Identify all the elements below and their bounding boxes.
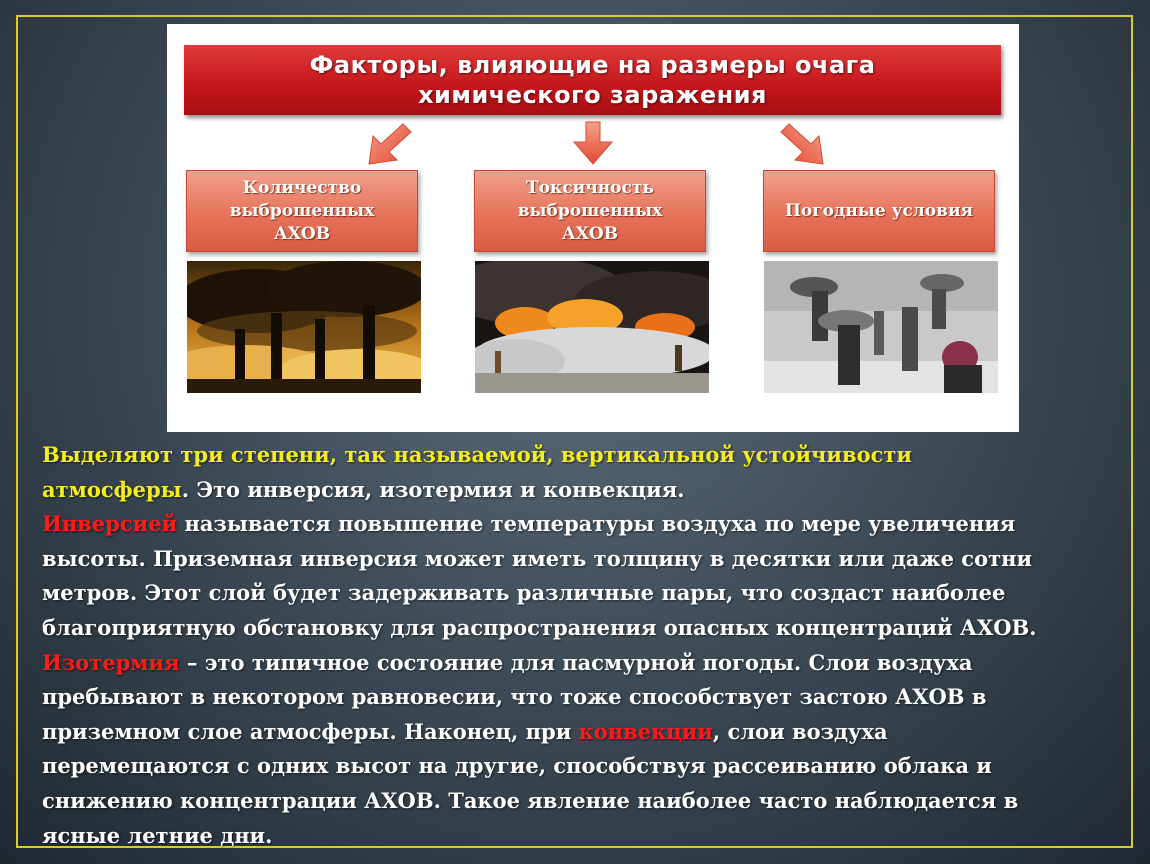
- snowstorm-people-photo: [764, 261, 998, 393]
- text-line-1: Выделяют три степени, так называемой, вертикальной устойчивости: [42, 442, 912, 467]
- factor-weather-line-1: Погодные условия: [784, 200, 974, 221]
- text-line-3-rest: называется повышение температуры воздуха по мере увеличения: [177, 511, 1016, 537]
- factor-quantity-line-3: АХОВ: [273, 223, 331, 244]
- text-line-9: [42, 715, 1112, 750]
- arrow-left-icon: [365, 122, 415, 168]
- text-line-7-rest: – это типичное состояние для пасмурной погоды. Слои воздуха: [179, 649, 973, 675]
- text-line-9-start: приземном слое атмосферы. Наконец, при: [42, 718, 579, 744]
- diagram-title-line-2: химического заражения: [418, 81, 767, 109]
- text-line-11: снижению концентрации АХОВ. Такое явление наиболее часто наблюдается в: [42, 787, 1019, 813]
- body-text: [42, 438, 1112, 853]
- factor-toxicity-line-3: АХОВ: [561, 223, 619, 244]
- factor-quantity-line-1: Количество: [242, 177, 362, 198]
- factor-toxicity-line-2: выброшенных: [517, 200, 663, 221]
- text-line-5: метров. Этот слой будет задерживать различные пары, что создаст наиболее: [42, 580, 1006, 606]
- text-line-9-rest: , слои воздуха: [712, 718, 888, 744]
- highlight-inversion: Инверсией: [42, 511, 178, 537]
- text-line-10: перемещаются с одних высот на другие, способствуя рассеиванию облака и: [42, 753, 992, 779]
- factor-quantity-box: [186, 170, 418, 252]
- highlight-atmosphere: атмосферы: [42, 476, 182, 502]
- highlight-convection: конвекции: [578, 718, 713, 744]
- factor-toxicity-box: [474, 170, 706, 252]
- text-line-4: высоты. Приземная инверсия может иметь толщину в десятки или даже сотни: [42, 545, 1033, 571]
- text-line-7: [42, 646, 1112, 681]
- text-line-2: [42, 473, 1112, 508]
- factor-toxicity-line-1: Токсичность: [526, 177, 654, 198]
- text-line-3: [42, 507, 1112, 542]
- text-line-2-rest: . Это инверсия, изотермия и конвекция.: [181, 476, 685, 502]
- factor-weather-box: [763, 170, 995, 252]
- text-line-8: пребывают в некотором равновесии, что тоже способствует застою АХОВ в: [42, 684, 987, 710]
- diagram-title-line-1: Факторы, влияющие на размеры очага: [309, 51, 876, 79]
- text-line-12: ясные летние дни.: [42, 822, 273, 848]
- arrow-right-icon: [777, 122, 827, 168]
- chemical-fire-photo: [475, 261, 709, 393]
- highlight-isotherm: Изотермия: [42, 649, 180, 675]
- factors-diagram: [167, 24, 1019, 432]
- text-line-6: благоприятную обстановку для распространения опасных концентраций АХОВ.: [42, 614, 1037, 640]
- factory-smokestacks-photo: [187, 261, 421, 393]
- diagram-title-banner: [184, 45, 1001, 115]
- arrow-down-icon: [570, 120, 616, 166]
- factor-quantity-line-2: выброшенных: [229, 200, 375, 221]
